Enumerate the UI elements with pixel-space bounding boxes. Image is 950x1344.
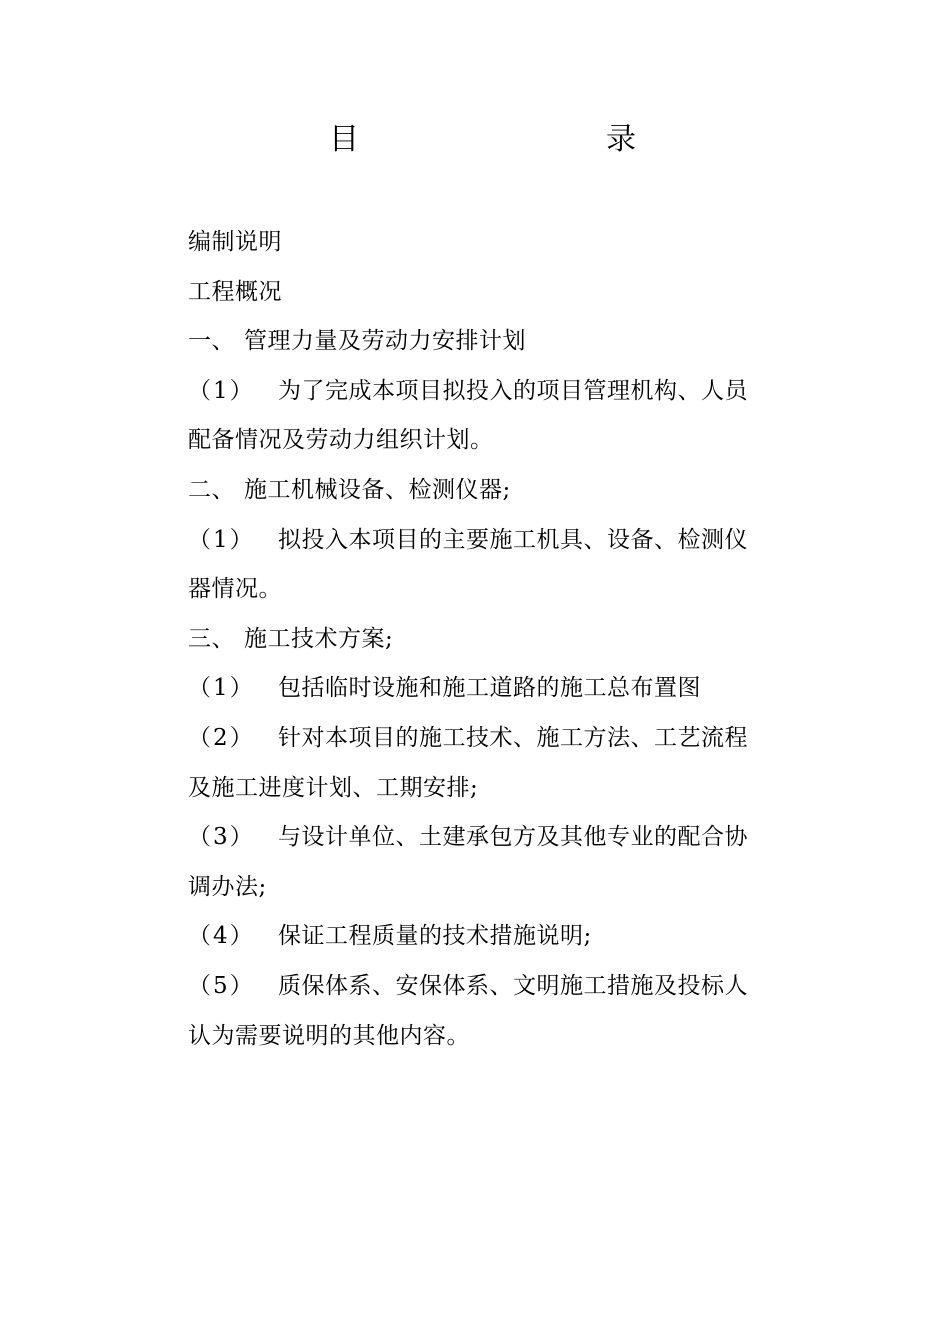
toc-line-text: 工程概况	[188, 278, 282, 305]
toc-line-prefix: （3）	[188, 824, 255, 851]
toc-line-text: 调办法;	[188, 873, 267, 900]
toc-title	[0, 118, 950, 162]
toc-title-right: 录	[606, 122, 636, 157]
toc-line-text: 质保体系、安保体系、文明施工措施及投标人	[278, 972, 748, 999]
toc-list	[188, 218, 780, 1061]
toc-line	[188, 317, 780, 367]
toc-line-text: 施工机械设备、检测仪器;	[244, 476, 511, 503]
toc-line-text: 针对本项目的施工技术、施工方法、工艺流程	[278, 724, 748, 751]
toc-line-prefix: （1）	[188, 377, 255, 404]
toc-line-text: 与设计单位、土建承包方及其他专业的配合协	[278, 824, 748, 851]
toc-line	[188, 367, 780, 417]
toc-title-left: 目	[329, 122, 359, 157]
toc-line	[188, 615, 780, 665]
toc-line-prefix: （2）	[188, 724, 255, 751]
toc-line-prefix: 一、	[188, 328, 235, 355]
toc-line	[188, 813, 780, 863]
toc-line	[188, 664, 780, 714]
toc-line	[188, 516, 780, 566]
toc-line-prefix: 二、	[188, 476, 235, 503]
toc-line-prefix: 三、	[188, 625, 235, 652]
toc-line	[188, 962, 780, 1012]
toc-line	[188, 863, 780, 913]
toc-line	[188, 268, 780, 318]
toc-line-text: 包括临时设施和施工道路的施工总布置图	[278, 675, 701, 702]
toc-line-text: 施工技术方案;	[244, 625, 394, 652]
toc-line-text: 认为需要说明的其他内容。	[188, 1022, 470, 1049]
toc-line	[188, 466, 780, 516]
toc-line-prefix: （4）	[188, 923, 255, 950]
toc-line	[188, 565, 780, 615]
toc-line-prefix: （1）	[188, 526, 255, 553]
toc-line	[188, 714, 780, 764]
toc-line	[188, 416, 780, 466]
toc-line	[188, 218, 780, 268]
toc-line-text: 及施工进度计划、工期安排;	[188, 774, 479, 801]
toc-line-text: 为了完成本项目拟投入的项目管理机构、人员	[278, 377, 748, 404]
toc-line-prefix: （1）	[188, 675, 255, 702]
toc-line-text: 拟投入本项目的主要施工机具、设备、检测仪	[278, 526, 748, 553]
toc-line	[188, 764, 780, 814]
toc-line-text: 管理力量及劳动力安排计划	[244, 328, 526, 355]
toc-line-prefix: （5）	[188, 972, 255, 999]
toc-line-text: 器情况。	[188, 576, 282, 603]
toc-line-text: 编制说明	[188, 229, 282, 255]
toc-line-text: 配备情况及劳动力组织计划。	[188, 427, 494, 454]
toc-line	[188, 912, 780, 962]
toc-line-text: 保证工程质量的技术措施说明;	[278, 923, 592, 950]
toc-line	[188, 1012, 780, 1062]
